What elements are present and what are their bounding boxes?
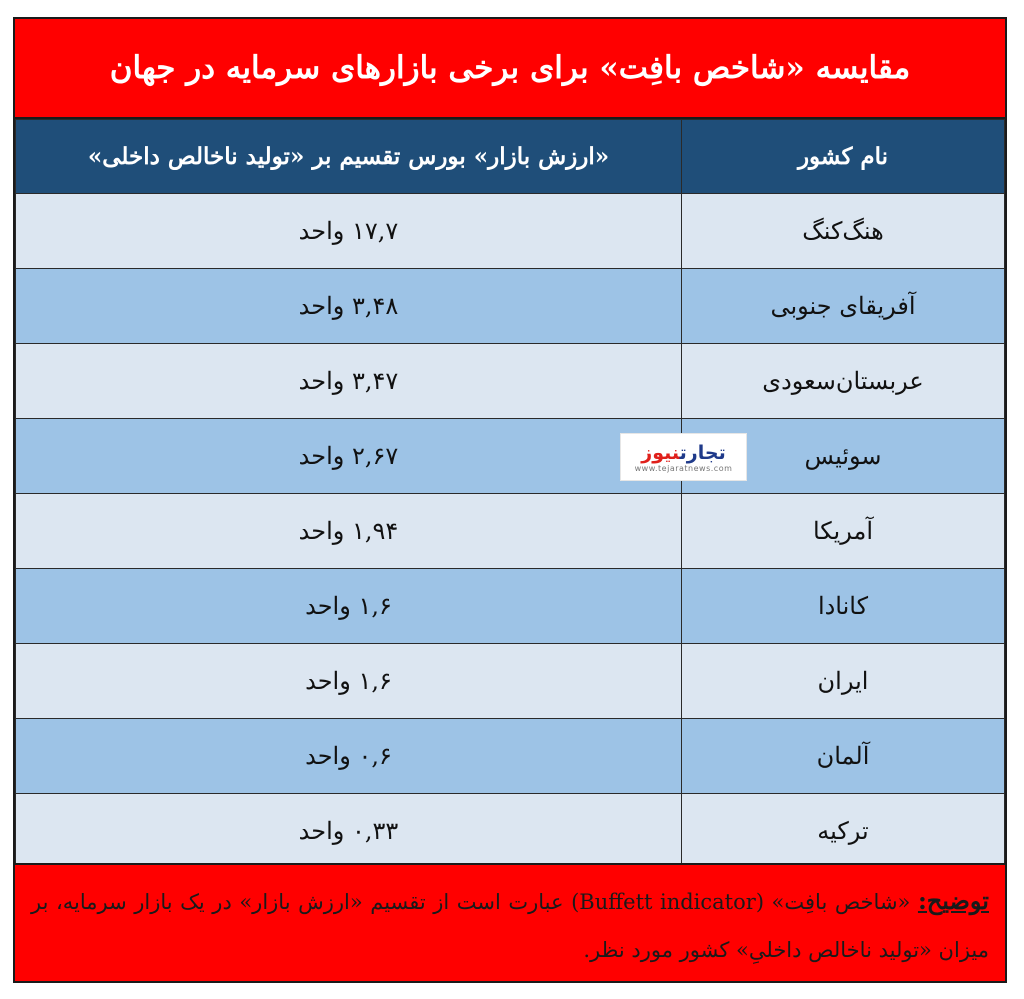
table-row xyxy=(16,269,1005,344)
watermark-brand-part2: نیوز xyxy=(641,441,680,464)
table-row xyxy=(16,194,1005,269)
country-cell: ایران xyxy=(682,644,1005,719)
tejaratnews-watermark-logo xyxy=(620,433,747,481)
country-cell: کانادا xyxy=(682,569,1005,644)
value-cell: ۱,۶ واحد xyxy=(16,569,682,644)
table-row xyxy=(16,719,1005,794)
watermark-brand xyxy=(641,442,725,464)
header-country: نام کشور xyxy=(682,120,1005,194)
buffett-indicator-table xyxy=(15,119,1005,869)
note-label: توضیح: xyxy=(917,886,989,915)
header-ratio: «ارزش بازار» بورس تقسیم بر «تولید ناخالص داخلی» xyxy=(16,120,682,194)
value-cell: ۳,۴۷ واحد xyxy=(16,344,682,419)
value-cell: ۰,۶ واحد xyxy=(16,719,682,794)
note-text: «شاخص بافِت» (Buffett indicator) عبارت است از تقسیم «ارزش بازار» در یک بازار سرمایه، بر میزان «تولید ناخالص داخلیِ» کشور مورد نظر. xyxy=(31,890,989,962)
country-cell: عربستان‌سعودی xyxy=(682,344,1005,419)
value-cell: ۰,۳۳ واحد xyxy=(16,794,682,869)
country-cell: ترکیه xyxy=(682,794,1005,869)
value-cell: ۳,۴۸ واحد xyxy=(16,269,682,344)
table-row xyxy=(16,494,1005,569)
country-cell: سوئیس xyxy=(682,419,1005,494)
watermark-brand-part1: تجارت xyxy=(679,441,726,464)
table-header-row xyxy=(16,120,1005,194)
table-row xyxy=(16,344,1005,419)
table-row xyxy=(16,644,1005,719)
country-cell: آلمان xyxy=(682,719,1005,794)
value-cell: ۱,۹۴ واحد xyxy=(16,494,682,569)
value-cell: ۲,۶۷ واحد xyxy=(16,419,682,494)
value-cell: ۱۷,۷ واحد xyxy=(16,194,682,269)
table-row xyxy=(16,569,1005,644)
table-row xyxy=(16,794,1005,869)
country-cell: هنگ‌کنگ xyxy=(682,194,1005,269)
value-cell: ۱,۶ واحد xyxy=(16,644,682,719)
watermark-url: www.tejaratnews.com xyxy=(634,463,733,473)
table-row xyxy=(16,419,1005,494)
comparison-table-card xyxy=(13,17,1007,983)
country-cell: آفریقای جنوبی xyxy=(682,269,1005,344)
explanation-note xyxy=(15,863,1005,981)
table-title: مقایسه «شاخص بافِت» برای برخی بازارهای سرمایه در جهان xyxy=(15,19,1005,119)
country-cell: آمریکا xyxy=(682,494,1005,569)
